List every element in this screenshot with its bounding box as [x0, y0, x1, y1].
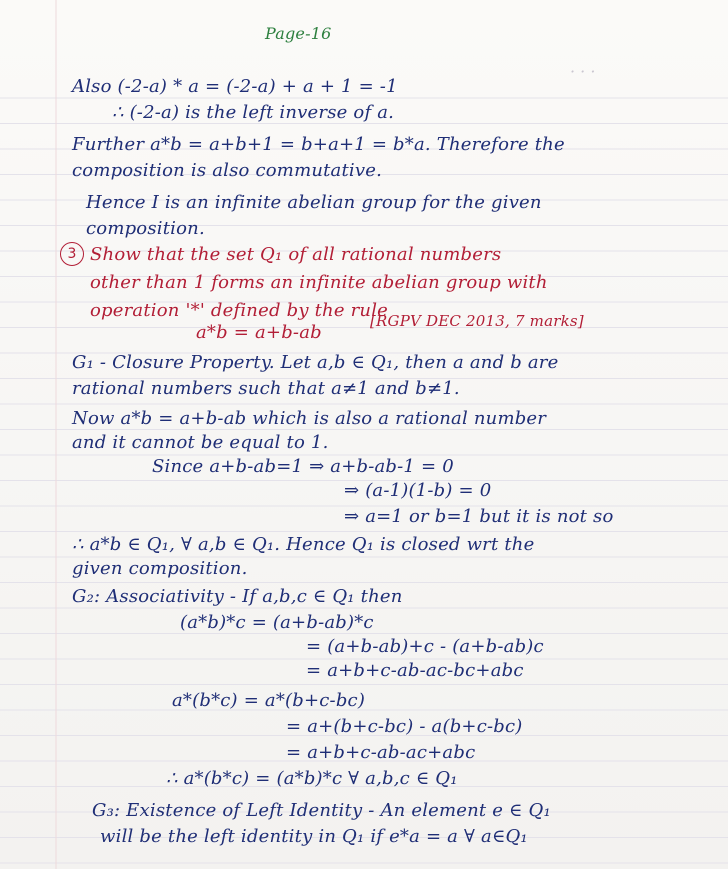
question-line-2: other than 1 forms an infinite abelian group with [90, 272, 548, 293]
text-line-given: given composition. [72, 558, 248, 579]
text-line-closed: ∴ a*b ∈ Q₁, ∀ a,b ∈ Q₁. Hence Q₁ is closed wrt the [72, 534, 535, 555]
page-label: Page-16 [265, 24, 332, 43]
text-line-cannot: and it cannot be equal to 1. [72, 432, 329, 453]
text-line-since: Since a+b-ab=1 ⇒ a+b-ab-1 = 0 [152, 456, 454, 477]
bleed-through-text: · · · [570, 62, 596, 81]
text-line-4: composition is also commutative. [72, 160, 383, 181]
text-line-5: Hence I is an infinite abelian group for the given [86, 192, 542, 213]
text-line-now: Now a*b = a+b-ab which is also a rational number [72, 408, 547, 429]
text-line-identity: G₃: Existence of Left Identity - An element e ∈ Q₁ [92, 800, 551, 821]
question-number-badge: 3 [60, 242, 84, 266]
text-line-assoc-conclusion: ∴ a*(b*c) = (a*b)*c ∀ a,b,c ∈ Q₁ [166, 768, 458, 789]
text-line-assoc-2: = (a+b-ab)+c - (a+b-ab)c [306, 636, 544, 657]
text-line-assoc-5: = a+(b+c-bc) - a(b+c-bc) [286, 716, 523, 737]
text-line-assoc-6: = a+b+c-ab-ac+abc [286, 742, 476, 763]
text-line-2: ∴ (-2-a) is the left inverse of a. [112, 102, 395, 123]
question-line-3: operation '*' defined by the rule [90, 300, 389, 321]
text-line-assoc-1: (a*b)*c = (a+b-ab)*c [180, 612, 374, 633]
text-line-factor: ⇒ (a-1)(1-b) = 0 [344, 480, 492, 501]
question-rule: a*b = a+b-ab [196, 322, 322, 343]
text-line-6: composition. [86, 218, 205, 239]
text-line-assoc-3: = a+b+c-ab-ac-bc+abc [306, 660, 524, 681]
text-line-assoc-4: a*(b*c) = a*(b+c-bc) [172, 690, 366, 711]
text-line-closure: G₁ - Closure Property. Let a,b ∈ Q₁, then a and b are [72, 352, 559, 373]
exam-reference: [RGPV DEC 2013, 7 marks] [370, 312, 584, 330]
question-line-1: Show that the set Q₁ of all rational numbers [90, 244, 502, 265]
text-line-3: Further a*b = a+b+1 = b+a+1 = b*a. Therefore the [72, 134, 565, 155]
text-line-associativity: G₂: Associativity - If a,b,c ∈ Q₁ then [72, 586, 403, 607]
text-line-1: Also (-2-a) * a = (-2-a) + a + 1 = -1 [72, 76, 398, 97]
text-line-identity-2: will be the left identity in Q₁ if e*a = a ∀ a∈Q₁ [100, 826, 528, 847]
text-line-not-so: ⇒ a=1 or b=1 but it is not so [344, 506, 614, 527]
text-line-rational: rational numbers such that a≠1 and b≠1. [72, 378, 460, 399]
